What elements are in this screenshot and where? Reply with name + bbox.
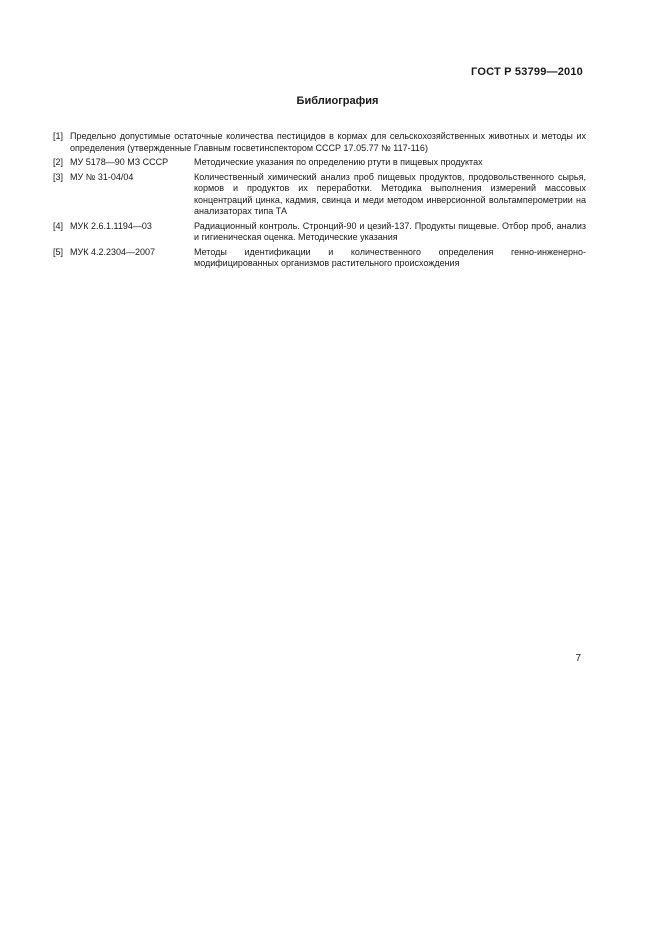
entry-code: МУ 5178—90 МЗ СССР xyxy=(70,157,169,167)
bibliography-entry xyxy=(53,172,586,218)
entry-number: [5] xyxy=(53,246,64,257)
bibliography-entry xyxy=(53,221,586,244)
entry-code: МУК 2.6.1.1194—03 xyxy=(70,220,152,231)
entry-code: МУК 4.2.2304—2007 xyxy=(70,246,156,257)
entry-code: МУ № 31-04/04 xyxy=(70,171,134,182)
page-number: 7 xyxy=(575,653,581,664)
entry-description: Предельно допустимые остаточные количества пестицидов в кормах для сельскохозяйственных животных и методы их определения (утвержденные Главным госветинспектором СССР 17.05.77 № 117-116) xyxy=(70,131,586,153)
bibliography-list xyxy=(53,131,586,273)
page-title: Библиография xyxy=(296,95,379,107)
entry-number: [3] xyxy=(53,171,64,182)
entry-description: Методические указания по определению ртути в пищевых продуктах xyxy=(194,157,483,167)
entry-number: [1] xyxy=(53,131,64,141)
standard-code: ГОСТ Р 53799—2010 xyxy=(471,66,583,78)
entry-number: [4] xyxy=(53,220,64,231)
bibliography-entry xyxy=(53,247,586,270)
bibliography-entry xyxy=(53,131,586,154)
entry-number: [2] xyxy=(53,157,64,167)
entry-description: Радиационный контроль. Стронций-90 и цезий-137. Продукты пищевые. Отбор проб, анализ и гигиеническая оценка. Методические указания xyxy=(194,220,586,242)
entry-description: Количественный химический анализ проб пищевых продуктов, продовольственного сырья, кормов и продуктов их переработки. Методика выполнения измерений массовых концентраций цинка, кадмия, свинца и меди методом инверсионной вольтамперометрии на анализаторах типа ТА xyxy=(194,171,586,216)
bibliography-entry xyxy=(53,157,586,169)
entry-description: Методы идентификации и количественного определения генно-инженерно-модифицированных организмов растительного происхождения xyxy=(194,246,586,268)
